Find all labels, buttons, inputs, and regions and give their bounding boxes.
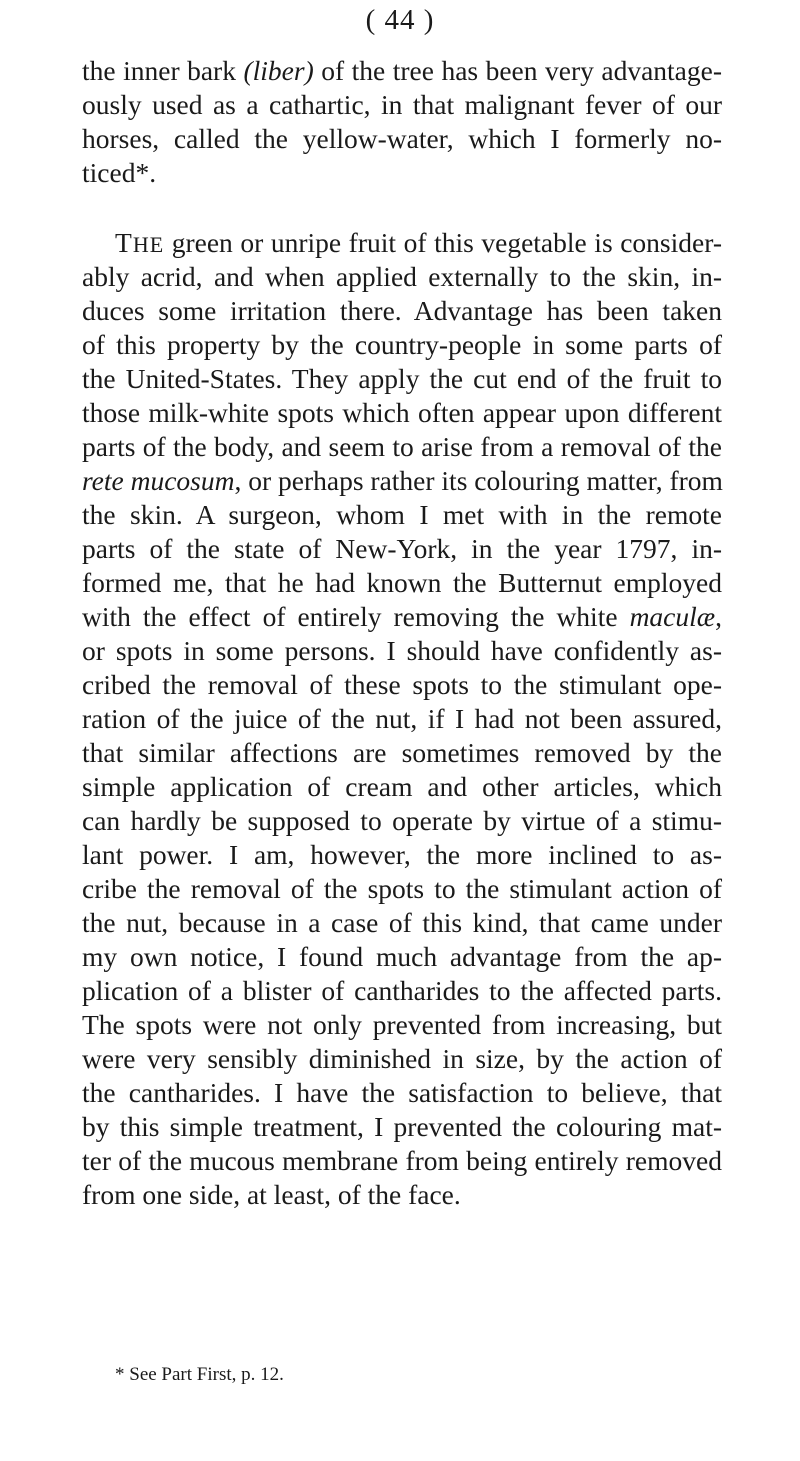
text-line: the cantharides. I have the satisfaction to believe, that <box>82 1077 722 1108</box>
text-line: from one side, at least, of the face. <box>82 1179 461 1210</box>
text-line: the skin. A surgeon, whom I met with in the remote <box>82 499 722 530</box>
text-line: ably acrid, and when applied externally to the skin, in- <box>82 261 722 292</box>
text-line: parts of the state of New-York, in the year 1797, in- <box>82 533 722 564</box>
text-line: lant power. I am, however, the more inclined to as- <box>82 839 722 870</box>
text-line: my own notice, I found much advantage from the ap- <box>82 941 722 972</box>
text-line: ter of the mucous membrane from being entirely removed <box>82 1145 722 1176</box>
text-line: cribe the removal of the spots to the stimulant action of <box>82 873 722 904</box>
text-line: parts of the body, and seem to arise from a removal of the <box>82 431 722 462</box>
text-line: rete mucosum, or perhaps rather its colouring matter, from <box>82 465 723 496</box>
text-line: formed me, that he had known the Butternut employed <box>82 567 722 598</box>
text-line: ration of the juice of the nut, if I had not been assured, <box>82 703 722 734</box>
text-line: simple application of cream and other articles, which <box>82 771 722 802</box>
text-line: that similar affections are sometimes removed by the <box>82 737 722 768</box>
text-line: were very sensibly diminished in size, by the action of <box>82 1043 722 1074</box>
text-line: plication of a blister of cantharides to the affected parts. <box>82 975 722 1006</box>
text-line: ously used as a cathartic, in that malignant fever of our <box>82 89 722 120</box>
text-line: cribed the removal of these spots to the stimulant ope- <box>82 669 722 700</box>
text-line: the United-States. They apply the cut end of the fruit to <box>82 363 722 394</box>
footnote: * See Part First, p. 12. <box>115 1364 284 1385</box>
text-line: by this simple treatment, I prevented the colouring mat- <box>82 1111 722 1142</box>
page-number: ( 44 ) <box>365 4 435 36</box>
text-line: the nut, because in a case of this kind, that came under <box>82 907 722 938</box>
text-line: horses, called the yellow-water, which I formerly no- <box>82 123 722 154</box>
text-line: The spots were not only prevented from increasing, but <box>82 1009 722 1040</box>
text-line: the inner bark (liber) of the tree has been very advantage- <box>82 55 722 86</box>
text-line: THE green or unripe fruit of this vegetable is consider- <box>115 227 722 258</box>
text-line: of this property by the country-people in some parts of <box>82 329 722 360</box>
text-line: with the effect of entirely removing the white maculæ, <box>82 601 722 632</box>
text-line: those milk-white spots which often appear upon different <box>82 397 722 428</box>
text-line: duces some irritation there. Advantage has been taken <box>82 295 722 326</box>
text-line: can hardly be supposed to operate by virtue of a stimu- <box>82 805 722 836</box>
text-line: or spots in some persons. I should have confidently as- <box>82 635 722 666</box>
text-line: ticed*. <box>82 157 157 188</box>
